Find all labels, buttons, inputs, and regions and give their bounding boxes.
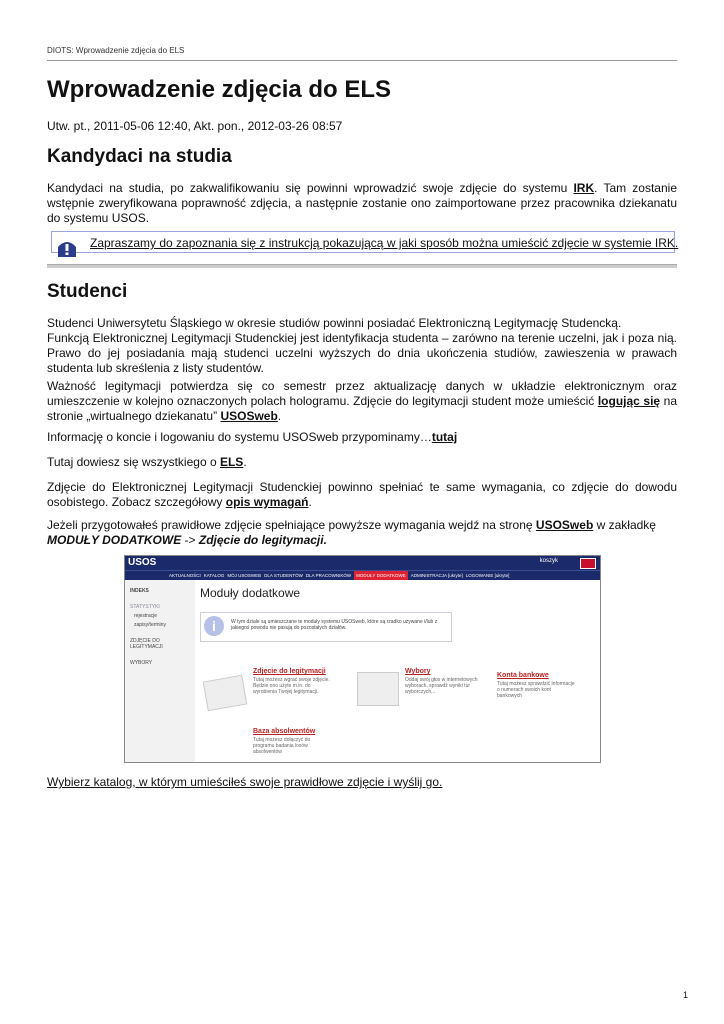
card-absolwenci: Baza absolwentów Tutaj możesz dołączyć do programu badania losów absolwentów [253, 728, 316, 755]
logowanie-link[interactable]: logując się [597, 394, 661, 408]
info-text: W tym dziale są umieszczane te moduły systemu USOSweb, które są rzadko używane i/lub z jakiegoś powodu nie pasują do pozostałych działów. [231, 619, 438, 631]
studenci-paragraph-4: Tutaj dowiesz się wszystkiego o ELS. [47, 455, 247, 469]
irk-instruction-link[interactable]: Zapraszamy do zapoznania się z instrukcją pokazującą w jaki sposób można umieścić zdjęcie w systemie IRK. [90, 236, 679, 250]
section-divider [47, 264, 677, 268]
screenshot-body [125, 580, 600, 762]
kandydaci-paragraph: Kandydaci na studia, po zakwalifikowaniu się powinni wprowadzić swoje zdjęcie do systemu IRK. Tam zostanie wstępnie zweryfikowana poprawność zdjęcia, a następnie zostanie ono zaimportowane przez pracownika dziekanatu do systemu USOS. [47, 181, 677, 225]
menu-item: MÓJ USOSWEB [227, 573, 262, 578]
menu-item: ADMINISTRACJA [ukryte] [410, 573, 463, 578]
usosweb-screenshot [124, 555, 601, 763]
exclamation-icon [56, 235, 78, 257]
menu-item: DLA STUDENTÓW [264, 573, 303, 578]
screenshot-menu [125, 570, 600, 580]
instruction-notice [51, 231, 679, 253]
section-heading-kandydaci: Kandydaci na studia [47, 146, 232, 167]
menu-item: AKTUALNOŚCI [169, 573, 201, 578]
side-item: ZDJĘCIE DO LEGITYMACJI [130, 638, 163, 650]
studenci-paragraph-5: Zdjęcie do Elektronicznej Legitymacji Studenckiej powinno spełniać te same wymagania, co zdjęcie do dowodu osobistego. Zobacz szczegółowy opis wymagań. [47, 480, 677, 509]
header-divider [47, 60, 677, 61]
opis-wymagan-link[interactable]: opis wymagań [225, 495, 309, 509]
info-icon: i [204, 616, 224, 636]
menu-item-active: MODUŁY DODATKOWE [356, 573, 406, 578]
card-zdjecie: Zdjęcie do legitymacji Tutaj możesz wgrać swoje zdjęcie. Będzie ono użyte m.in. do wyrobienia Twojej legitymacji. [253, 668, 330, 695]
screenshot-sidebar [125, 580, 195, 762]
studenci-paragraph-2: Ważność legitymacji potwierdza się co semestr przez aktualizację danych w układzie elektronicznym oraz umieszczenie w kolejno oznaczonych polach hologramu. Zdjęcie do legitymacji student może umieścić logując się na stronie „wirtualnego dziekanatu” USOSweb. [47, 379, 677, 423]
final-paragraph [47, 775, 677, 790]
page-title: Wprowadzenie zdjęcia do ELS [47, 76, 392, 103]
usosweb-link-2[interactable]: USOSweb [535, 518, 594, 532]
screenshot-topbar [125, 556, 600, 570]
page-number: 1 [683, 990, 689, 1000]
usosweb-link[interactable]: USOSweb [220, 409, 278, 423]
screenshot-main [197, 580, 600, 762]
studenci-paragraph-3: Informację o koncie i logowaniu do systemu USOSweb przypominamy…tutaj [47, 430, 458, 444]
menu-item: KATALOG [203, 573, 225, 578]
wybierz-katalog-link[interactable]: Wybierz katalog, w którym umieściłeś swoje prawidłowe zdjęcie i wyślij go. [47, 775, 443, 789]
side-item: STATYSTYKI [130, 604, 160, 610]
card-wybory: Wybory Oddaj swój głos w internetowych wyborach, sprawdź wyniki tur wyborczych... [405, 668, 478, 695]
els-link[interactable]: ELS [219, 455, 244, 469]
ballot-image [357, 672, 399, 706]
side-item: zapisy/terminy [134, 622, 166, 628]
section-heading-studenci: Studenci [47, 281, 128, 302]
usos-logo: USOS [128, 557, 157, 568]
tutaj-link[interactable]: tutaj [431, 430, 458, 444]
card-konta: Konta bankowe Tutaj możesz sprawdzić informacje o numerach swoich kont bankowych [497, 672, 575, 699]
side-item: rejestracje [134, 613, 158, 619]
document-dates: Utw. pt., 2011-05-06 12:40, Akt. pon., 2012-03-26 08:57 [47, 119, 343, 133]
uk-flag-icon [580, 558, 596, 569]
irk-link[interactable]: IRK [573, 181, 595, 195]
running-header: DIOTS: Wprowadzenie zdjęcia do ELS [47, 46, 185, 55]
menu-item: DLA PRACOWNIKÓW [305, 573, 352, 578]
screenshot-heading: Moduły dodatkowe [200, 586, 301, 600]
studenci-paragraph-1: Studenci Uniwersytetu Śląskiego w okresie studiów powinni posiadać Elektroniczną Legitymację Studencką. Funkcją Elektronicznej Legitymacji Studenckiej jest identyfikacja studenta – zarówno na terenie uczelni, jak i poza nią. Prawo do jej posiadania mają studenci uczelni wyższych do dnia ukończenia studiów, zawieszenia w prawach studenta lub skreślenia z listy studentów. [47, 316, 677, 375]
screenshot-info-box [200, 612, 452, 642]
side-item: WYBORY [130, 660, 153, 666]
side-item: INDEKS [130, 588, 149, 594]
koszyk-label: koszyk [539, 558, 558, 564]
id-card-image [203, 675, 248, 711]
studenci-paragraph-6: Jeżeli przygotowałeś prawidłowe zdjęcie spełniające powyższe wymagania wejdź na stronę USOSweb w zakładkę MODUŁY DODATKOWE -> Zdjęcie do legitymacji. [47, 518, 656, 547]
menu-item: LOGOWANIE [ukryte] [465, 573, 510, 578]
